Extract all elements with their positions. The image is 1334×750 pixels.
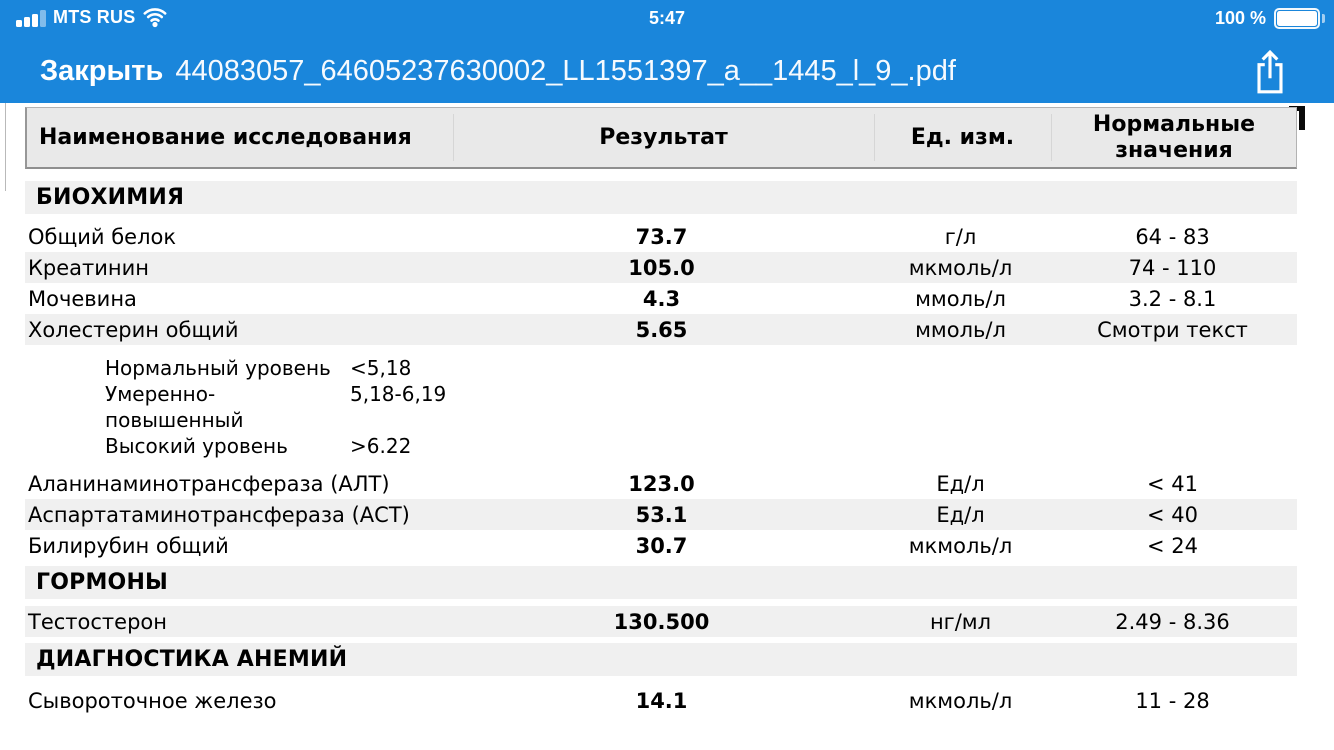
close-button[interactable]: Закрыть: [40, 55, 164, 87]
column-separator: [1051, 114, 1052, 161]
note-line: Умеренно-повышенный 5,18-6,19: [105, 382, 447, 432]
column-separator: [453, 114, 454, 161]
table-row: Аспартатаминотрансфераза (АСТ) 53.1 Ед/л < 40: [25, 499, 1297, 530]
table-row: Общий белок 73.7 г/л 64 - 83: [28, 224, 1210, 249]
header-test-name: Наименование исследования: [39, 125, 412, 150]
header-norms: Нормальные значения: [1092, 111, 1256, 163]
table-row: Сывороточное железо 14.1 мкмоль/л 11 - 28: [28, 688, 1210, 713]
table-row: Креатинин 105.0 мкмоль/л 74 - 110: [25, 252, 1297, 283]
section-header-anemia: ДИАГНОСТИКА АНЕМИЙ: [25, 643, 1297, 676]
table-row: Аланинаминотрансфераза (АЛТ) 123.0 Ед/л < 41: [28, 471, 1198, 496]
header-result: Результат: [599, 125, 728, 150]
clock: 5:47: [648, 8, 686, 28]
table-row: Холестерин общий 5.65 ммоль/л Смотри текст: [25, 314, 1297, 345]
table-row: Мочевина 4.3 ммоль/л 3.2 - 8.1: [28, 286, 1217, 311]
status-bar: [0, 0, 1334, 40]
navigation-bar: [0, 40, 1334, 103]
cholesterol-levels-note: [105, 355, 1334, 459]
share-icon[interactable]: [1250, 49, 1290, 95]
pdf-content[interactable]: [0, 103, 1334, 750]
battery-percent-label: 100 %: [1214, 8, 1266, 28]
carrier-label: MTS RUS: [53, 7, 136, 27]
table-header-row: [25, 107, 1297, 169]
table-row: Тестостерон 130.500 нг/мл 2.49 - 8.36: [25, 606, 1297, 637]
header-units: Ед. изм.: [910, 125, 1015, 150]
section-header-biochemistry: БИОХИМИЯ: [25, 181, 1297, 214]
page-border: [5, 103, 6, 191]
column-separator: [874, 114, 875, 161]
note-line: Нормальный уровень <5,18: [105, 356, 412, 380]
table-row: Билирубин общий 30.7 мкмоль/л < 24: [28, 533, 1198, 558]
note-line: Высокий уровень >6.22: [105, 434, 412, 458]
document-title: 44083057_64605237630002_LL1551397_a__1445_l_9_.pdf: [175, 55, 956, 87]
battery-icon: [1274, 8, 1320, 29]
section-header-hormones: ГОРМОНЫ: [25, 566, 1297, 599]
